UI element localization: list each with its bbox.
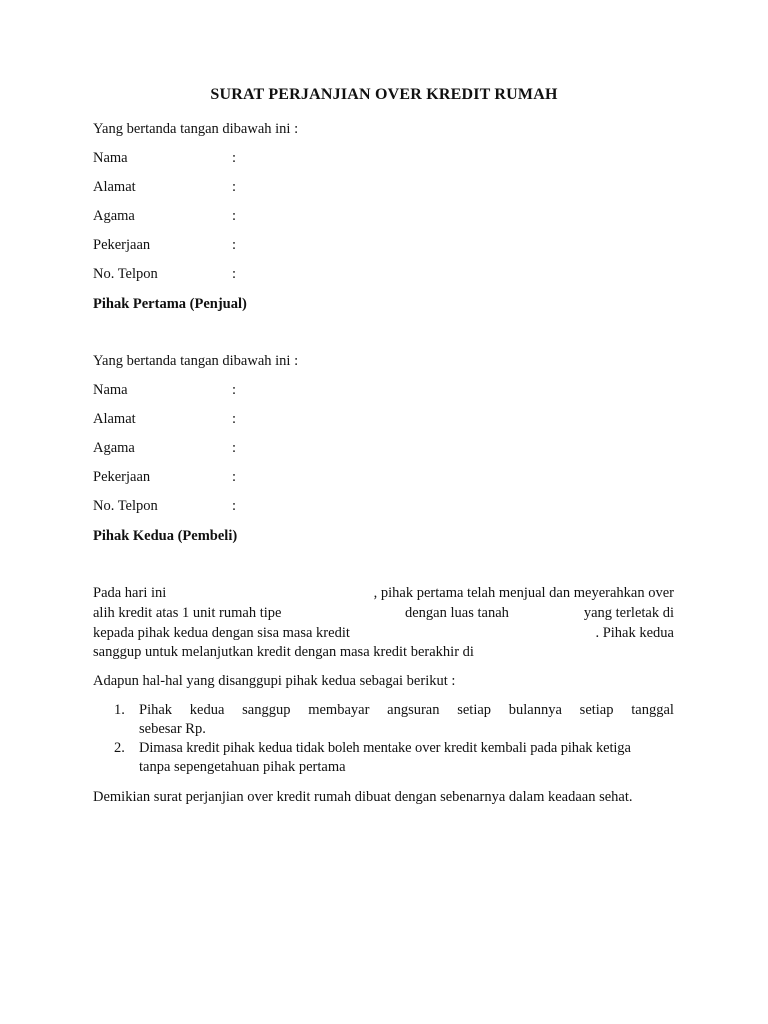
party2-role: Pihak Kedua (Pembeli) bbox=[93, 528, 238, 544]
party1-address-label: Alamat bbox=[93, 179, 136, 195]
body-line4: sanggup untuk melanjutkan kredit dengan masa kredit berakhir di bbox=[93, 644, 474, 660]
list-item-2-line2: tanpa sepengetahuan pihak pertama bbox=[139, 759, 346, 775]
party2-religion-colon: : bbox=[232, 440, 237, 456]
list-item-1-word: Pihak bbox=[139, 702, 173, 718]
list-item-1-word: membayar bbox=[308, 702, 370, 718]
list-item-1-word: kedua bbox=[189, 702, 225, 718]
body-line2-start: alih kredit atas 1 unit rumah tipe bbox=[93, 605, 282, 621]
party2-name-colon: : bbox=[232, 382, 237, 398]
list-item-1-word: setiap bbox=[457, 702, 492, 718]
list-item-1-word: sanggup bbox=[242, 702, 291, 718]
party2-intro: Yang bertanda tangan dibawah ini : bbox=[93, 353, 299, 369]
party2-occupation-colon: : bbox=[232, 469, 237, 485]
body-line1-start: Pada hari ini bbox=[93, 585, 167, 601]
list-item-1-word: angsuran bbox=[387, 702, 440, 718]
list-item-1-word: setiap bbox=[579, 702, 614, 718]
body-line2-middle: dengan luas tanah bbox=[405, 605, 509, 621]
party1-name-label: Nama bbox=[93, 150, 128, 166]
list-intro: Adapun hal-hal yang disanggupi pihak kedua sebagai berikut : bbox=[93, 673, 456, 689]
party2-phone-colon: : bbox=[232, 498, 237, 514]
party1-name-colon: : bbox=[232, 150, 237, 166]
party1-role: Pihak Pertama (Penjual) bbox=[93, 296, 247, 312]
party2-address-colon: : bbox=[232, 411, 237, 427]
body-line2-end: yang terletak di bbox=[583, 605, 674, 621]
closing-statement: Demikian surat perjanjian over kredit rumah dibuat dengan sebenarnya dalam keadaan sehat. bbox=[93, 789, 633, 805]
list-item-1-line1 bbox=[139, 702, 674, 719]
list-item-1-word: tanggal bbox=[631, 702, 674, 718]
party1-intro: Yang bertanda tangan dibawah ini : bbox=[93, 121, 299, 137]
party2-phone-label: No. Telpon bbox=[93, 498, 158, 514]
party1-address-colon: : bbox=[232, 179, 237, 195]
list-item-1-word: bulannya bbox=[508, 702, 562, 718]
party1-occupation-label: Pekerjaan bbox=[93, 237, 151, 253]
party1-phone-colon: : bbox=[232, 266, 237, 282]
party1-occupation-colon: : bbox=[232, 237, 237, 253]
body-line3-start: kepada pihak kedua dengan sisa masa kredit bbox=[93, 625, 350, 641]
document-title: SURAT PERJANJIAN OVER KREDIT RUMAH bbox=[210, 86, 558, 103]
party2-occupation-label: Pekerjaan bbox=[93, 469, 151, 485]
body-line1-end: , pihak pertama telah menjual dan meyerahkan over bbox=[373, 585, 674, 601]
party2-name-label: Nama bbox=[93, 382, 128, 398]
list-item-1-number: 1. bbox=[114, 702, 125, 718]
list-item-2-line1: Dimasa kredit pihak kedua tidak boleh mentake over kredit kembali pada pihak ketiga bbox=[139, 740, 631, 756]
party1-phone-label: No. Telpon bbox=[93, 266, 158, 282]
party1-religion-label: Agama bbox=[93, 208, 135, 224]
party2-religion-label: Agama bbox=[93, 440, 135, 456]
body-line3-end: . Pihak kedua bbox=[595, 625, 674, 641]
party2-address-label: Alamat bbox=[93, 411, 136, 427]
party1-religion-colon: : bbox=[232, 208, 237, 224]
list-item-1-line2: sebesar Rp. bbox=[139, 721, 206, 737]
list-item-2-number: 2. bbox=[114, 740, 125, 756]
